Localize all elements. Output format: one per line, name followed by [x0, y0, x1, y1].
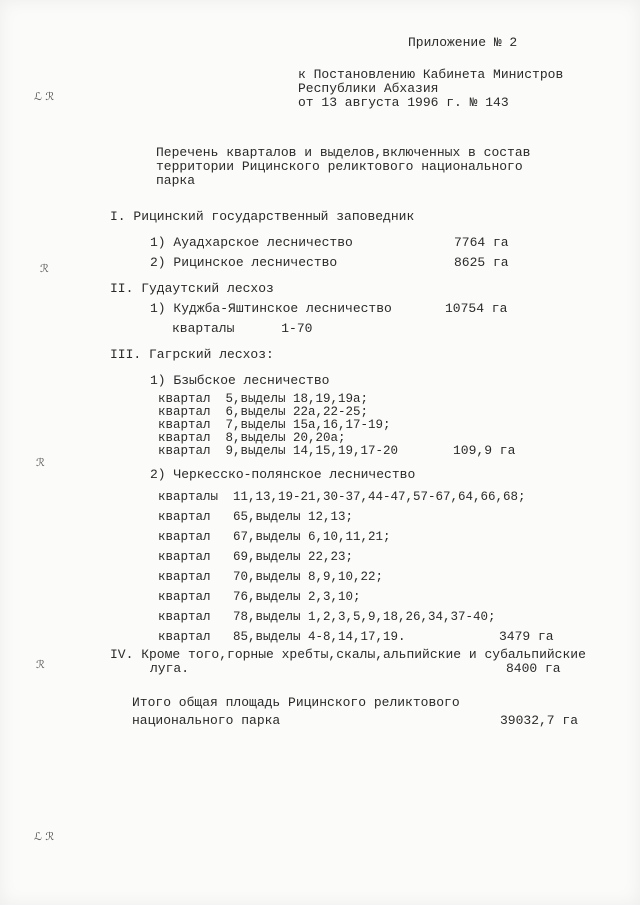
title-line-3: парка: [156, 173, 196, 188]
quarter-row: квартал 7,выделы 15а,16,17-19;: [158, 418, 391, 432]
margin-mark: ℒ ℛ: [34, 90, 55, 103]
quarter-row: квартал 76,выделы 2,3,10;: [158, 590, 361, 604]
quarter-row: квартал 6,выделы 22а,22-25;: [158, 405, 369, 419]
total-area: 39032,7 га: [500, 713, 579, 728]
subsection-area: 3479 га: [499, 629, 554, 644]
item-area: 7764 га: [454, 235, 509, 250]
item-detail: кварталы 1-70: [172, 321, 313, 336]
quarter-row: квартал 67,выделы 6,10,11,21;: [158, 530, 391, 544]
quarter-row: квартал 9,выделы 14,15,19,17-20: [158, 444, 399, 458]
item-area: 10754 га: [445, 301, 508, 316]
section-iv-line-2: луга.: [150, 661, 190, 676]
section-heading: III. Гагрский лесхоз:: [110, 347, 274, 362]
section-heading: II. Гудаутский лесхоз: [110, 281, 274, 296]
margin-mark: ℛ: [40, 262, 49, 275]
quarter-row: квартал 65,выделы 12,13;: [158, 510, 354, 524]
section-iv-area: 8400 га: [506, 661, 561, 676]
total-line-1: Итого общая площадь Рицинского реликтового: [132, 695, 460, 710]
item-name: 1) Куджба-Яштинское лесничество: [150, 301, 392, 316]
quarter-row: кварталы 11,13,19-21,30-37,44-47,57-67,64,66,68;: [158, 490, 526, 504]
item-name: 1) Ауадхарское лесничество: [150, 235, 353, 250]
decree-line-3: от 13 августа 1996 г. № 143: [298, 95, 509, 110]
subsection-area: 109,9 га: [453, 443, 516, 458]
title-line-1: Перечень кварталов и выделов,включенных в состав: [156, 145, 531, 160]
decree-line-2: Республики Абхазия: [298, 81, 439, 96]
subsection-name: 2) Черкесско-полянское лесничество: [150, 467, 416, 482]
quarter-row: квартал 78,выделы 1,2,3,5,9,18,26,34,37-40;: [158, 610, 496, 624]
margin-mark: ℒ ℛ: [34, 830, 55, 843]
section-heading: I. Рицинский государственный заповедник: [110, 209, 415, 224]
quarter-row: квартал 70,выделы 8,9,10,22;: [158, 570, 384, 584]
margin-mark: ℛ: [36, 658, 45, 671]
decree-line-1: к Постановлению Кабинета Министров: [298, 67, 564, 82]
subsection-name: 1) Бзыбское лесничество: [150, 373, 330, 388]
item-name: 2) Рицинское лесничество: [150, 255, 338, 270]
title-line-2: территории Рицинского реликтового национального: [156, 159, 523, 174]
quarter-row: квартал 8,выделы 20,20а;: [158, 431, 346, 445]
quarter-row: квартал 85,выделы 4-8,14,17,19.: [158, 630, 406, 644]
item-area: 8625 га: [454, 255, 509, 270]
total-line-2: национального парка: [132, 713, 281, 728]
quarter-row: квартал 69,выделы 22,23;: [158, 550, 354, 564]
quarter-row: квартал 5,выделы 18,19,19а;: [158, 392, 369, 406]
section-iv-line-1: IV. Кроме того,горные хребты,скалы,альпийские и субальпийские: [110, 647, 586, 662]
margin-mark: ℛ: [36, 456, 45, 469]
appendix-label: Приложение № 2: [408, 35, 518, 50]
